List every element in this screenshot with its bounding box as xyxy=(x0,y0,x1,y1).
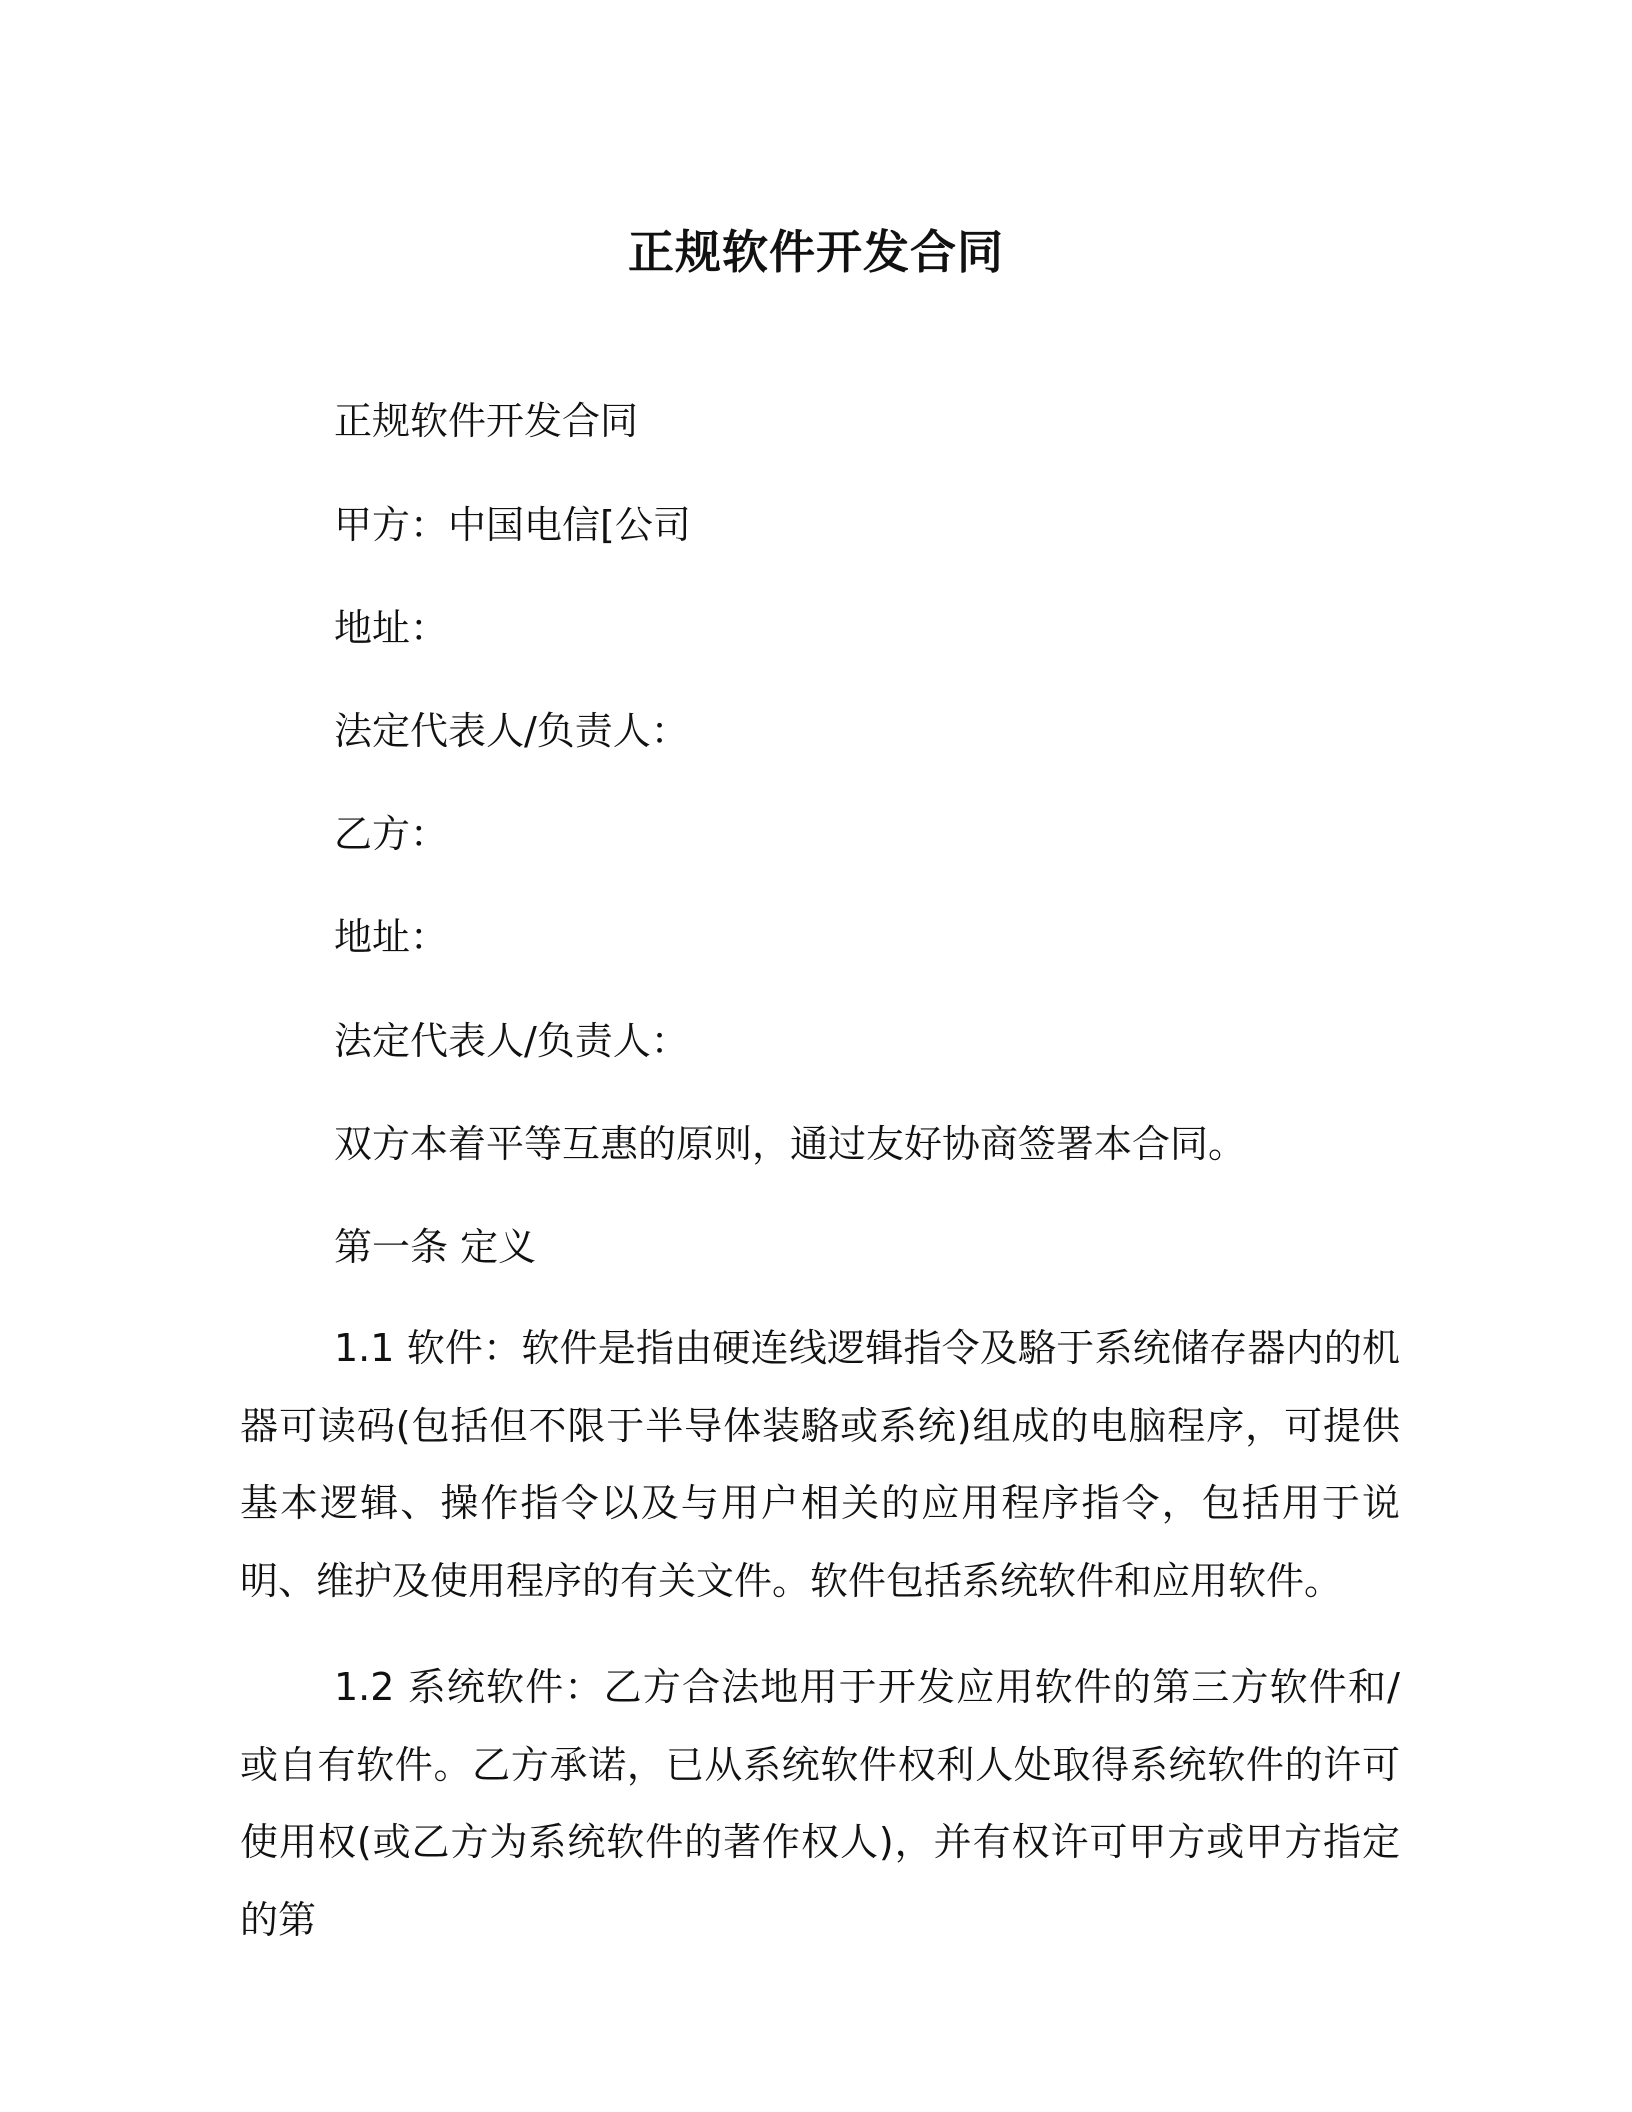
clause-1-1-paragraph: 1.1 软件：软件是指由硬连线逻辑指令及駱于系统储存器内的机器可读码(包括但不限于半导体装駱或系统)组成的电脑程序，可提供基本逻辑、操作指令以及与用户相关的应用程序指令，包括用于说明、维护及使用程序的有关文件。软件包括系统软件和应用软件。 xyxy=(240,1326,1400,1603)
contract-name-line: 正规软件开发合同 xyxy=(334,399,639,443)
party-b-representative-line: 法定代表人/负责人： xyxy=(334,1019,689,1063)
party-b-line: 乙方： xyxy=(334,812,449,856)
party-b-address-line: 地址： xyxy=(334,915,449,959)
document-title: 正规软件开发合同 xyxy=(628,225,1004,279)
clause-1-2-paragraph: 1.2 系统软件：乙方合法地用于开发应用软件的第三方软件和/或自有软件。乙方承诺，已从系统软件权利人处取得系统软件的许可使用权(或乙方为系统软件的著作权人)，并有权许可甲方或甲方指定的第 xyxy=(240,1665,1400,1942)
party-a-address-line: 地址： xyxy=(334,606,449,650)
party-a-representative-line: 法定代表人/负责人： xyxy=(334,709,689,753)
party-a-line: 甲方：中国电信[公司 xyxy=(334,503,691,547)
article-one-heading: 第一条 定义 xyxy=(334,1225,537,1269)
agreement-statement-line: 双方本着平等互惠的原则，通过友好协商签署本合同。 xyxy=(334,1122,1247,1166)
